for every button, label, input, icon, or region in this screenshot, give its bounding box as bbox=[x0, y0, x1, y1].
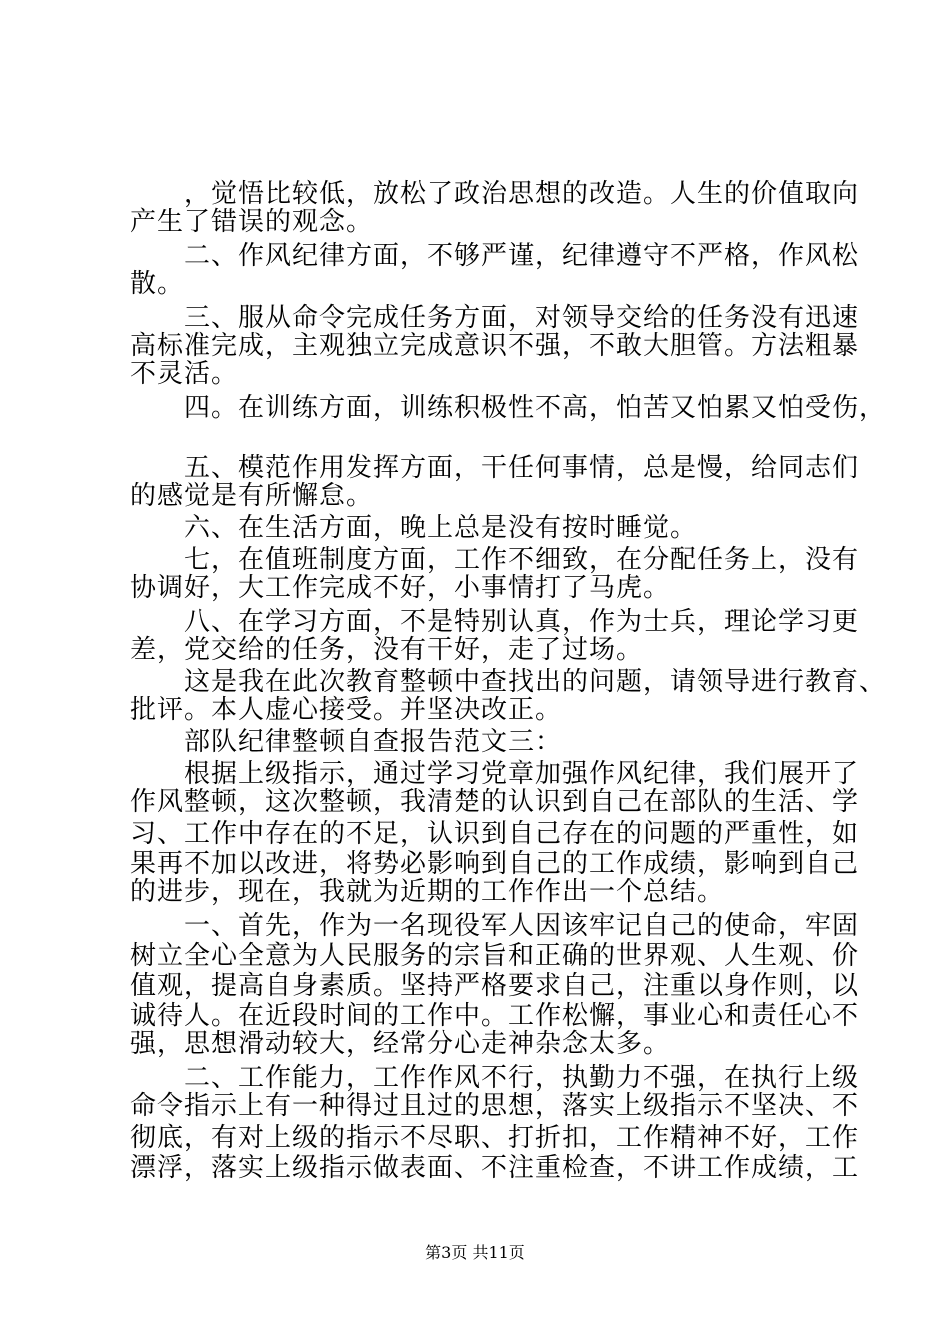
text-line: 散。 bbox=[130, 269, 185, 299]
text-line: 诚待人。在近段时间的工作中。工作松懈，事业心和责任心不 bbox=[130, 1001, 860, 1031]
text-line: ，觉悟比较低，放松了政治思想的改造。人生的价值取向 bbox=[130, 179, 860, 209]
text-line: 差，党交给的任务，没有干好，走了过场。 bbox=[130, 635, 644, 665]
text-line: 强，思想滑动较大，经常分心走神杂念太多。 bbox=[130, 1029, 671, 1059]
text-line: 二、作风纪律方面，不够严谨，纪律遵守不严格，作风松 bbox=[130, 241, 860, 271]
text-line: 彻底，有对上级的指示不尽职、打折扣，工作精神不好，工作 bbox=[130, 1123, 860, 1153]
text-line: 习、工作中存在的不足，认识到自己存在的问题的严重性，如 bbox=[130, 819, 860, 849]
text-line: 果再不加以改进，将势必影响到自己的工作成绩，影响到自己 bbox=[130, 849, 860, 879]
text-line: 作风整顿，这次整顿，我清楚的认识到自己在部队的生活、学 bbox=[130, 787, 860, 817]
text-line: 四。在训练方面，训练积极性不高，怕苦又怕累又怕受伤， bbox=[130, 393, 887, 423]
text-line: 八、在学习方面，不是特别认真，作为士兵，理论学习更 bbox=[130, 607, 860, 637]
text-line: 树立全心全意为人民服务的宗旨和正确的世界观、人生观、价 bbox=[130, 941, 860, 971]
text-line: 批评。本人虚心接受。并坚决改正。 bbox=[130, 695, 563, 725]
text-line: 一、首先，作为一名现役军人因该牢记自己的使命，牢固 bbox=[130, 911, 860, 941]
text-line: 命令指示上有一种得过且过的思想，落实上级指示不坚决、不 bbox=[130, 1091, 860, 1121]
text-line: 漂浮，落实上级指示做表面、不注重检查，不讲工作成绩，工 bbox=[130, 1153, 860, 1183]
text-line: 产生了错误的观念。 bbox=[130, 207, 374, 237]
text-line: 值观，提高自身素质。坚持严格要求自己，注重以身作则，以 bbox=[130, 971, 860, 1001]
text-line: 不灵活。 bbox=[130, 359, 239, 389]
section-heading: 部队纪律整顿自查报告范文三： bbox=[130, 727, 563, 757]
text-line: 七，在值班制度方面，工作不细致，在分配任务上，没有 bbox=[130, 545, 860, 575]
text-line: 这是我在此次教育整顿中查找出的问题，请领导进行教育、 bbox=[130, 667, 887, 697]
text-line: 根据上级指示，通过学习党章加强作风纪律，我们展开了 bbox=[130, 759, 860, 789]
text-line: 的进步，现在，我就为近期的工作作出一个总结。 bbox=[130, 877, 725, 907]
text-line: 三、服从命令完成任务方面，对领导交给的任务没有迅速 bbox=[130, 303, 860, 333]
text-line: 五、模范作用发挥方面，干任何事情，总是慢，给同志们 bbox=[130, 453, 860, 483]
text-line: 六、在生活方面，晚上总是没有按时睡觉。 bbox=[130, 513, 698, 543]
text-line: 的感觉是有所懈怠。 bbox=[130, 481, 374, 511]
text-line: 二、工作能力，工作作风不行，执勤力不强，在执行上级 bbox=[130, 1063, 860, 1093]
text-line: 高标准完成，主观独立完成意识不强，不敢大胆管。方法粗暴 bbox=[130, 331, 860, 361]
text-line: 协调好，大工作完成不好，小事情打了马虎。 bbox=[130, 573, 671, 603]
page-number-footer: 第3页 共11页 bbox=[425, 1243, 525, 1262]
